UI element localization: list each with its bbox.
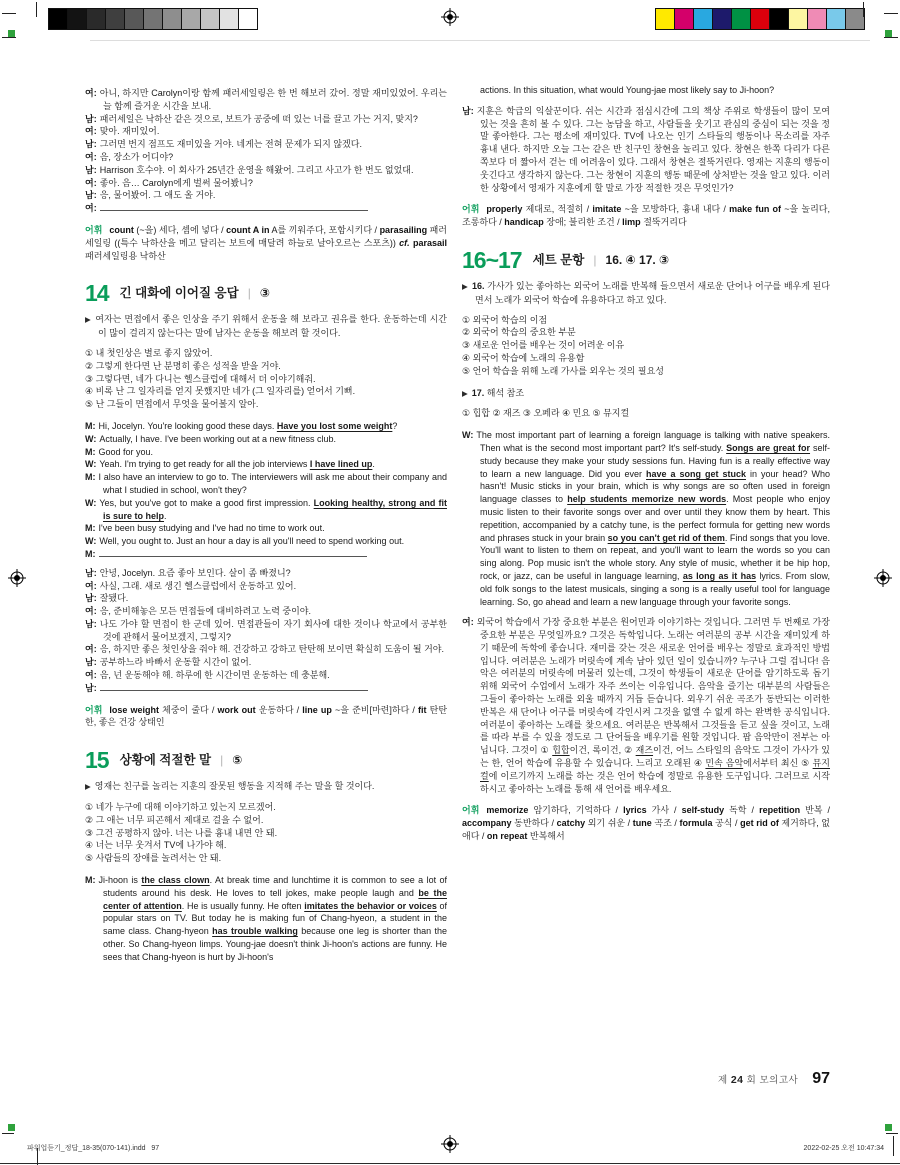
choice-item: ⑤ 난 그들이 면접에서 무엇을 물어볼지 알아.	[85, 399, 259, 410]
monologue-text: . He is usually funny. He often	[181, 900, 305, 911]
crop-mark	[884, 13, 898, 14]
dialogue-text: 사실, 그래. 새로 생긴 헬스클럽에서 운동하고 있어.	[99, 580, 297, 591]
dialogue-line	[85, 656, 447, 669]
grayscale-swatch	[144, 9, 163, 29]
monologue-text: of popular stars on TV. But today he is making fun of Chang-hyeon, a student in the same class. Chang-hyeon	[103, 900, 447, 937]
separator: |	[247, 286, 251, 301]
choice-item: ② 외국어 학습의 중요한 부분	[462, 327, 576, 338]
footer-prefix: 제	[718, 1075, 728, 1086]
speaker-label: 여:	[85, 88, 97, 98]
separator: |	[220, 753, 224, 768]
choice-item: ① 네가 누구에 대해 이야기하고 있는지 모르겠어.	[85, 802, 276, 813]
dialogue-line	[85, 446, 447, 459]
speaker-label: M:	[85, 446, 96, 457]
vocab-entry: properly	[486, 204, 523, 215]
answer-badge: 16. ④ 17. ③	[605, 253, 670, 268]
speaker-label: 남:	[85, 190, 97, 201]
explanation-text: 17.	[471, 387, 487, 398]
vocab-entry: count A in	[226, 224, 270, 235]
vocab-entry: 반복 /	[800, 805, 830, 816]
vocab-entry: ~을 준비[마련]하다 /	[331, 704, 419, 715]
vocab-entry: lyrics	[623, 805, 647, 816]
vocab-entry: 가사 /	[646, 805, 682, 816]
dialogue-line	[85, 618, 447, 644]
dialogue-line	[85, 592, 447, 605]
vocab-entry: 암기하다, 기억하다 /	[528, 805, 624, 816]
vocab-entry: cf.	[399, 237, 410, 248]
dialogue-text: Hi, Jocelyn. You're looking good these days.	[98, 420, 277, 431]
response-blank-line	[99, 548, 367, 557]
dialogue-text: ?	[392, 420, 398, 431]
crop-mark	[2, 37, 16, 38]
dialogue-text: Harrison 호수야. 이 회사가 25년간 운영을 해왔어. 그리고 사고가 한 번도 없었대.	[99, 164, 414, 175]
footer-suffix: 회 모의고사	[746, 1075, 799, 1086]
monologue-text: actions. In this situation, what would Young-jae most likely say to Ji-hoon?	[480, 85, 775, 95]
dialogue-line	[85, 87, 447, 113]
print-datetime: 2022-02-25 오전 10:47:34	[803, 1145, 884, 1152]
speaker-label: 여:	[85, 670, 97, 681]
monologue-paragraph	[462, 105, 830, 195]
explanation-paragraph	[85, 780, 447, 794]
grayscale-swatch	[220, 9, 239, 29]
vocab-entry: 반복해서	[527, 831, 565, 842]
question-number: 15	[85, 747, 109, 774]
explanation-paragraph	[462, 280, 830, 307]
dialogue-block	[85, 420, 447, 561]
vocabulary-block	[462, 203, 830, 229]
grayscale-swatch	[125, 9, 144, 29]
monologue-text: 에서부터 최신 ⑤	[743, 758, 813, 769]
vocab-entry: 탄탄한, 좋은 건강 상태인	[85, 704, 447, 728]
crop-mark	[886, 1133, 898, 1134]
vocab-entry: ~을 놀리다, 조롱하다 /	[462, 204, 830, 228]
sheet-bottom-rule	[0, 1163, 900, 1164]
footer-round-number: 24	[730, 1074, 744, 1086]
monologue-text: . Most people who enjoy music listen to their favorite songs over and over until they know them by heart. This repetition, accompanied by a catchy tune, is the perfect formula for getting new words and phrases stuck in your brain	[480, 494, 830, 543]
dialogue-block	[85, 87, 447, 215]
dialogue-line	[85, 125, 447, 138]
explanation-text: 해석 참조	[486, 387, 525, 398]
speaker-label: W:	[85, 497, 97, 508]
vocab-entry: formula	[679, 818, 713, 829]
dialogue-line	[85, 471, 447, 497]
speaker-label: 남:	[85, 139, 97, 150]
speaker-label: 여:	[85, 644, 97, 655]
response-blank-line	[100, 202, 368, 211]
grayscale-calibration-bar	[48, 8, 258, 30]
choice-item: ① 내 첫인상은 별로 좋지 않았어.	[85, 347, 213, 358]
question-type-title: 상황에 적절한 말	[119, 753, 212, 768]
speaker-label: W:	[85, 433, 97, 444]
grayscale-swatch	[201, 9, 220, 29]
monologue-text: 민속 음악	[705, 758, 744, 769]
grayscale-swatch	[68, 9, 87, 29]
monologue-paragraph	[462, 429, 830, 608]
answer-badge: ③	[259, 286, 270, 301]
answer-choices	[462, 314, 830, 378]
color-swatch	[770, 9, 789, 29]
arrow-icon: ▶	[462, 388, 468, 398]
explanation-paragraph	[85, 313, 447, 340]
vocab-entry: work out	[217, 704, 256, 715]
question-type-title: 세트 문항	[532, 253, 585, 268]
dialogue-line	[85, 433, 447, 446]
vocab-entry: (~을) 세다, 셈에 넣다 /	[133, 224, 227, 235]
dialogue-text: 맞아. 재미있어.	[99, 126, 160, 137]
dialogue-text: 음, 장소가 어디야?	[99, 151, 174, 162]
monologue-paragraph	[462, 616, 830, 795]
vocab-entry: 운동하다 /	[255, 704, 303, 715]
dialogue-line	[85, 138, 447, 151]
grayscale-swatch	[87, 9, 106, 29]
speaker-label: M:	[85, 420, 96, 431]
monologue-paragraph	[85, 874, 447, 964]
color-swatch	[827, 9, 846, 29]
dialogue-text: Actually, I have. I've been working out at a new fitness club.	[99, 433, 337, 444]
color-target-square	[885, 1124, 892, 1131]
vocab-entry: 체중이 줄다 /	[159, 704, 218, 715]
speaker-label: 남:	[85, 164, 97, 175]
vocab-entry: 곡조 /	[651, 818, 680, 829]
dialogue-line	[85, 202, 447, 215]
registration-mark-top	[441, 8, 459, 26]
monologue-text: so you can't get rid of them	[607, 532, 725, 543]
vocab-entry: imitate	[592, 204, 622, 215]
speaker-label: 남:	[85, 113, 97, 124]
vocab-entry: catchy	[556, 818, 586, 829]
choice-item: ⑤ 사람들의 장애를 놀려서는 안 돼.	[85, 853, 222, 864]
monologue-text: lyrics. From slow, old folk songs to the latest musicals, singing a song is a really useful tool for language learning. So, go ahead and learn a new language through your favorite songs.	[480, 570, 830, 607]
question-section-header	[85, 749, 447, 772]
vocab-entry: accompany	[462, 818, 512, 829]
monologue-text: Songs are great for	[726, 442, 811, 453]
choice-item: ③ 새로운 언어를 배우는 것이 어려운 이유	[462, 340, 625, 351]
monologue-text: 지훈은 학급의 익살꾼이다. 쉬는 시간과 점심시간에 그의 책상 주위로 학생들이 많이 모여 있는 것을 흔히 볼 수 있다. 그는 농담을 하고, 사람들을 웃기고 관심의 중심이 되는 것을 정말 좋아한다. 그는 평소에 재미있다. TV에 나오는 인기 스타들의 행동이나 목소리를 자주 흉내 낸다. 하지만 오늘 그는 같은 반 친구인 창현을 놀리고 있다. 창현은 한쪽 다리가 다른 쪽보다 더 짧아서 걷는 데 어려움이 있다. 그래서 창현은 절뚝거린다. 영재는 지훈의 행동이 웃긴다고 생각하지 않는다. 그는 창현이 지훈의 행동 때문에 상처받는 것을 알고 있다. 이러한 상황에서 영재가 지훈에게 할 말로 가장 적절한 것은 무엇인가?	[476, 105, 830, 193]
vocab-entry: handicap	[504, 217, 544, 228]
dialogue-line	[85, 497, 447, 523]
dialogue-text: .	[164, 510, 167, 521]
vocab-entry: 장애; 불리한 조건 /	[543, 217, 623, 228]
answer-choices-inline: ① 힙합 ② 재즈 ③ 오페라 ④ 민요 ⑤ 뮤지컬	[462, 408, 630, 419]
dialogue-text: I have lined up	[309, 459, 373, 470]
speaker-label: M:	[85, 875, 96, 886]
choice-item: ③ 그렇다면, 네가 다니는 헬스클럽에 대해서 더 이야기해줘.	[85, 373, 316, 384]
registration-mark-bottom	[441, 1135, 459, 1153]
vocab-entry: 절뚝거리다	[640, 217, 687, 228]
dialogue-line	[85, 522, 447, 535]
choice-item: ② 그렇게 한다면 난 분명히 좋은 성적을 받을 거야.	[85, 360, 281, 371]
dialogue-line	[85, 580, 447, 593]
vocab-entry: memorize	[486, 805, 529, 816]
vocabulary-block	[85, 224, 447, 262]
speaker-label: M:	[85, 472, 96, 483]
vocab-entry: 제거하다, 없애다 /	[462, 818, 830, 842]
answer-key-left-column	[85, 84, 447, 1019]
speaker-label: 여:	[85, 151, 97, 162]
dialogue-text: 그러면 번지 점프도 재미있을 거야. 네게는 전혀 문제가 되지 않겠다.	[99, 139, 362, 150]
dialogue-line	[85, 189, 447, 202]
choice-item: ④ 외국어 학습에 노래의 유용함	[462, 352, 585, 363]
question-section-header	[462, 246, 830, 273]
dialogue-line	[85, 177, 447, 190]
monologue-text: . At break time and lunchtime it is common to see a lot of students around his desk. He loves to tell jokes, make people laugh and	[103, 875, 447, 898]
dialogue-line	[85, 605, 447, 618]
speaker-label: M:	[85, 523, 96, 534]
choice-item: ② 그 애는 너무 피곤해서 제대로 걸을 수 없어.	[85, 814, 264, 825]
vocab-entry: parasail	[412, 237, 447, 248]
speaker-label: 여:	[85, 606, 97, 617]
vocab-entry: repetition	[759, 805, 801, 816]
color-swatch	[789, 9, 808, 29]
monologue-text: as long as it has	[682, 570, 757, 581]
explanation-text: 여자는 면접에서 좋은 인상을 주기 위해서 운동을 해 보라고 권유를 한다. 운동하는데 시간이 많이 걸리지 않는다는 말에 남자는 운동을 해보려 할 것이다.	[95, 314, 447, 339]
vocab-entry: 제대로, 적절히 /	[522, 204, 593, 215]
speaker-label: 여:	[85, 126, 97, 137]
dialogue-line	[85, 458, 447, 471]
vocab-entry: tune	[632, 818, 652, 829]
monologue-text: the class clown	[141, 875, 210, 886]
vocab-entry: line up	[302, 704, 332, 715]
registration-mark-left	[8, 569, 26, 587]
dialogue-text: 안녕, Jocelyn. 요즘 좋아 보인다. 살이 좀 빠졌니?	[99, 567, 291, 578]
dialogue-text: 나도 가야 할 면접이 한 군데 있어. 면접관들이 자기 회사에 대한 것이나 학교에서 공부한 것에 관해서 물어보겠지, 그렇지?	[99, 618, 447, 642]
dialogue-block	[85, 567, 447, 695]
color-target-square	[8, 30, 15, 37]
dialogue-text: Looking healthy, strong and fit is sure to help	[103, 497, 447, 521]
vocab-entry: 외기 쉬운 /	[585, 818, 633, 829]
color-swatch	[694, 9, 713, 29]
dialogue-text: 잘됐다.	[99, 593, 129, 604]
speaker-label: 남:	[462, 105, 474, 116]
response-blank-line	[100, 682, 368, 691]
answer-key-right-column	[462, 84, 830, 1019]
speaker-label: 남:	[85, 682, 97, 693]
crop-mark	[36, 2, 37, 17]
speaker-label: 여:	[462, 617, 474, 628]
vocab-entry: 패러세일링 ((특수 낙하산을 메고 달리는 보트에 매달려 하늘로 날아오르는 스포츠))	[85, 224, 447, 248]
registration-mark-right	[874, 569, 892, 587]
vocab-entry: count	[109, 224, 134, 235]
indd-page: 97	[151, 1145, 160, 1152]
arrow-icon: ▶	[85, 315, 92, 325]
vocab-entry: A를 끼워주다, 포함시키다 /	[269, 224, 380, 235]
color-swatch	[656, 9, 675, 29]
speaker-label: W:	[85, 459, 97, 470]
dialogue-line	[85, 682, 447, 695]
dialogue-text: 공부하느라 바빠서 운동할 시간이 없어.	[99, 657, 252, 668]
choice-item: ③ 그건 공평하지 않아. 너는 나를 흉내 내면 안 돼.	[85, 827, 278, 838]
dialogue-text: 좋아. 음… Carolyn에게 벌써 물어봤니?	[99, 177, 253, 188]
explanation-text: 영재는 친구를 놀리는 지훈의 잘못된 행동을 지적해 주는 말을 할 것이다.	[94, 781, 375, 792]
dialogue-text: 패러세일은 낙하산 같은 것으로, 보트가 공중에 떠 있는 너를 끌고 가는 거지, 맞지?	[99, 113, 418, 124]
speaker-label: 여:	[85, 177, 97, 188]
speaker-label: 여:	[85, 580, 97, 591]
vocab-entry: self-study	[681, 805, 725, 816]
monologue-text: self-study because they make your study sessions fun. Having fun is a really effective way to learn a new language. Did you ever	[480, 442, 830, 479]
monologue-text: imitates the behavior or voices	[304, 900, 437, 911]
vocab-entry: 동반하다 /	[511, 818, 557, 829]
choice-item: ④ 너는 너무 웃겨서 TV에 나가야 해.	[85, 840, 227, 851]
color-swatch	[675, 9, 694, 29]
vocab-label: 어휘	[462, 805, 480, 816]
choice-item: ④ 비록 난 그 일자리를 얻지 못했지만 네가 (그 일자리를) 얻어서 기뻐.	[85, 386, 356, 397]
dialogue-line	[85, 643, 447, 656]
vocab-entry: 독학 /	[724, 805, 760, 816]
vocab-label: 어휘	[85, 704, 103, 715]
color-calibration-bar	[655, 8, 865, 30]
dialogue-line	[85, 535, 447, 548]
grayscale-swatch	[239, 9, 257, 29]
grayscale-swatch	[163, 9, 182, 29]
dialogue-line	[85, 548, 447, 561]
grayscale-swatch	[106, 9, 125, 29]
monologue-text: because one leg is shorter than the other. So Chang-hyeon limps. Young-jae doesn't think Ji-hoon's actions are funny. He sees that Chang-hyeon is hurt by Ji-hoon's	[103, 926, 447, 962]
color-target-square	[885, 30, 892, 37]
indd-file: 파워업듣기_정답_18-35(070-141).indd	[27, 1145, 146, 1152]
dialogue-text: 응, 하지만 좋은 첫인상을 줘야 해. 건강하고 강하고 탄탄해 보이면 확실히 도움이 될 거야.	[99, 644, 445, 655]
color-swatch	[732, 9, 751, 29]
question-section-header	[85, 282, 447, 305]
dialogue-line	[85, 669, 447, 682]
separator: |	[593, 253, 597, 268]
color-swatch	[808, 9, 827, 29]
monologue-text: has trouble walking	[212, 926, 298, 937]
monologue-text: . Find songs that you love. You'll want to listen to them on repeat, and you'll want to learn the words so you can sing along. Pop music isn't the whole story. Any style of music, whether it be hip hop, rock, or jazz, can be useful in language learning,	[480, 532, 830, 581]
answer-choices	[85, 347, 447, 411]
page-footer	[718, 1070, 830, 1088]
answer-badge: ⑤	[232, 753, 243, 768]
choice-item: ① 외국어 학습의 이점	[462, 314, 548, 325]
vocab-entry: 패러세일링용 낙하산	[85, 250, 166, 261]
dialogue-line	[85, 164, 447, 177]
explanation-text: 16.	[471, 280, 488, 291]
crop-mark	[893, 1136, 894, 1156]
monologue-text: 외국어 학습에서 가장 중요한 부분은 원어민과 이야기하는 것입니다. 그러면 두 번째로 가장 중요한 부분은 무엇일까요? 그것은 독학입니다. 노래는 여러분의 공부 시간을 재미있게 하기 때문에 독학에 좋습니다. 재미를 갖는 것은 새로운 언어를 배우는 정말로 효과적인 방법입니다. 여러분은 노래가 머릿속에 계속 남아 있던 일이 있습니까? 누구나 그럴 겁니다! 음악은 여러분의 머릿속에 머물러 있는데, 그것이 학생들이 새로운 단어를 암기하도록 돕기 위해 외국어 수업에서 노래가 자주 쓰이는 이유입니다. 음악을 즐기는 대부분의 사람들은 그들이 좋아하는 노래를 외울 때까지 거듭 듣습니다. 외우기 쉬운 곡조가 동반되는 이러한 반복은 새 단어나 어구를 머릿속에 각인시켜 그것을 없앨 수 없게 하는 완벽한 공식입니다. 여러분이 좋아하는 노래를 찾으세요. 여러분은 반복해서 그것들을 듣고 싶을 것이고, 노래를 따라 부를 수 있을 정도로 그 단어들을 배우기를 원할 것입니다. 팝 음악만이 전부는 아닙니다. 그것이 ①	[476, 617, 830, 756]
color-target-square	[8, 1124, 15, 1131]
monologue-text: 뮤지컬	[480, 758, 830, 781]
color-swatch	[713, 9, 732, 29]
dialogue-line	[85, 420, 447, 433]
answer-choices	[85, 801, 447, 865]
speaker-label: 남:	[85, 618, 97, 629]
vocab-entry: make fun of	[729, 204, 782, 215]
question-type-title: 긴 대화에 이어질 응답	[119, 286, 239, 301]
dialogue-line	[85, 151, 447, 164]
question-number: 16~17	[462, 246, 522, 273]
dialogue-text: I also have an interview to go to. The interviewers will ask me about their company and what I studied in school, won't they?	[98, 472, 447, 495]
vocab-entry: on repeat	[486, 831, 528, 842]
vocab-entry: ~을 모방하다, 흉내 내다 /	[621, 204, 730, 215]
monologue-text: 에 이르기까지 노래를 하는 것은 언어 학습에 정말로 유용한 도구입니다. 그러므로 시작하시고 좋아하는 노래를 통해 새 언어를 배우세요.	[480, 770, 830, 794]
color-swatch	[846, 9, 864, 29]
monologue-text: Ji-hoon is	[98, 875, 142, 886]
monologue-text: help students memorize new words	[567, 494, 727, 505]
vocab-entry: parasailing	[379, 224, 428, 235]
dialogue-text: Yeah. I'm trying to get ready for all the job interviews	[99, 459, 310, 470]
vocab-entry: fit	[418, 704, 427, 715]
dialogue-text: 응, 준비해놓은 모든 면접들에 대비하려고 노력 중이야.	[99, 606, 311, 617]
speaker-label: M:	[85, 548, 96, 559]
continued-paragraph	[462, 84, 830, 97]
dialogue-text: Good for you.	[98, 446, 154, 457]
page-number: 97	[812, 1070, 830, 1087]
speaker-label: 남:	[85, 593, 97, 604]
color-swatch	[751, 9, 770, 29]
dialogue-text: 음, 넌 운동해야 해. 하루에 한 시간이면 운동하는 데 충분해.	[99, 670, 330, 681]
test-round-label	[718, 1072, 798, 1086]
crop-mark	[863, 2, 864, 17]
dialogue-line	[85, 113, 447, 126]
choice-item: ⑤ 언어 학습을 위해 노래 가사를 외우는 것의 필요성	[462, 365, 664, 376]
vocab-entry: limp	[622, 217, 641, 228]
vocabulary-block	[462, 804, 830, 842]
dialogue-text: I've been busy studying and I've had no time to work out.	[98, 523, 325, 534]
vocab-label: 어휘	[462, 204, 480, 215]
dialogue-text: Well, you ought to. Just an hour a day is all you'll need to spend working out.	[99, 536, 405, 547]
dialogue-text: 응, 물어봤어. 그 애도 올 거야.	[99, 190, 216, 201]
speaker-label: W:	[462, 430, 474, 441]
dialogue-text: Yes, but you've got to make a good first impression.	[99, 497, 314, 508]
crop-mark	[2, 13, 16, 14]
monologue-text: 이건, 록이건, ②	[569, 745, 636, 756]
vocab-entry: get rid of	[740, 818, 779, 829]
speaker-label: 여:	[85, 203, 97, 214]
monologue-text: 이건, 어느 스타일의 음악도 그것이 가사가 있는 한, 언어 학습에 유용할 수 있습니다. 느리고 오래된 ④	[480, 745, 830, 769]
monologue-text: The most important part of learning a foreign language is talking with native speakers. Then what is the second most important part? It's self-study.	[476, 430, 830, 453]
crop-mark	[884, 37, 898, 38]
dialogue-text: .	[372, 459, 375, 470]
dialogue-text: 아니, 하지만 Carolyn이랑 함께 패러세일링은 한 번 해보러 갔어. 정말 재미있었어. 우리는 늘 함께 즐거운 시간을 보내.	[99, 88, 447, 111]
question-number: 14	[85, 280, 109, 307]
monologue-text: 힙합	[552, 745, 570, 756]
dialogue-text: Have you lost some weight	[276, 420, 393, 431]
grayscale-swatch	[182, 9, 201, 29]
vocabulary-block	[85, 704, 447, 730]
speaker-label: 남:	[85, 567, 97, 578]
monologue-text: 재즈	[635, 745, 654, 756]
grayscale-swatch	[49, 9, 68, 29]
explanation-text: 가사가 있는 좋아하는 외국어 노래를 반복해 들으면서 새로운 단어나 어구를 배우게 된다면서 노래가 외국어 학습에 유용하다고 하고 있다.	[475, 280, 830, 305]
vocab-entry: lose weight	[109, 704, 160, 715]
crop-mark	[2, 1133, 14, 1134]
monologue-text: be the center of attention	[103, 887, 447, 911]
arrow-icon: ▶	[85, 782, 91, 792]
speaker-label: 남:	[85, 657, 97, 668]
explanation-paragraph	[462, 387, 830, 401]
vocab-entry: 공식 /	[712, 818, 741, 829]
page-top-edge	[90, 40, 870, 41]
dialogue-line	[85, 567, 447, 580]
speaker-label: W:	[85, 536, 97, 547]
print-file-name	[27, 1143, 159, 1153]
monologue-text: in your head? Who hasn't! Music sticks in your brain, which is why songs are so often used in foreign language classes to	[480, 468, 830, 505]
monologue-text: have a song get stuck	[646, 468, 746, 479]
arrow-icon: ▶	[462, 281, 468, 291]
vocab-label: 어휘	[85, 224, 103, 235]
